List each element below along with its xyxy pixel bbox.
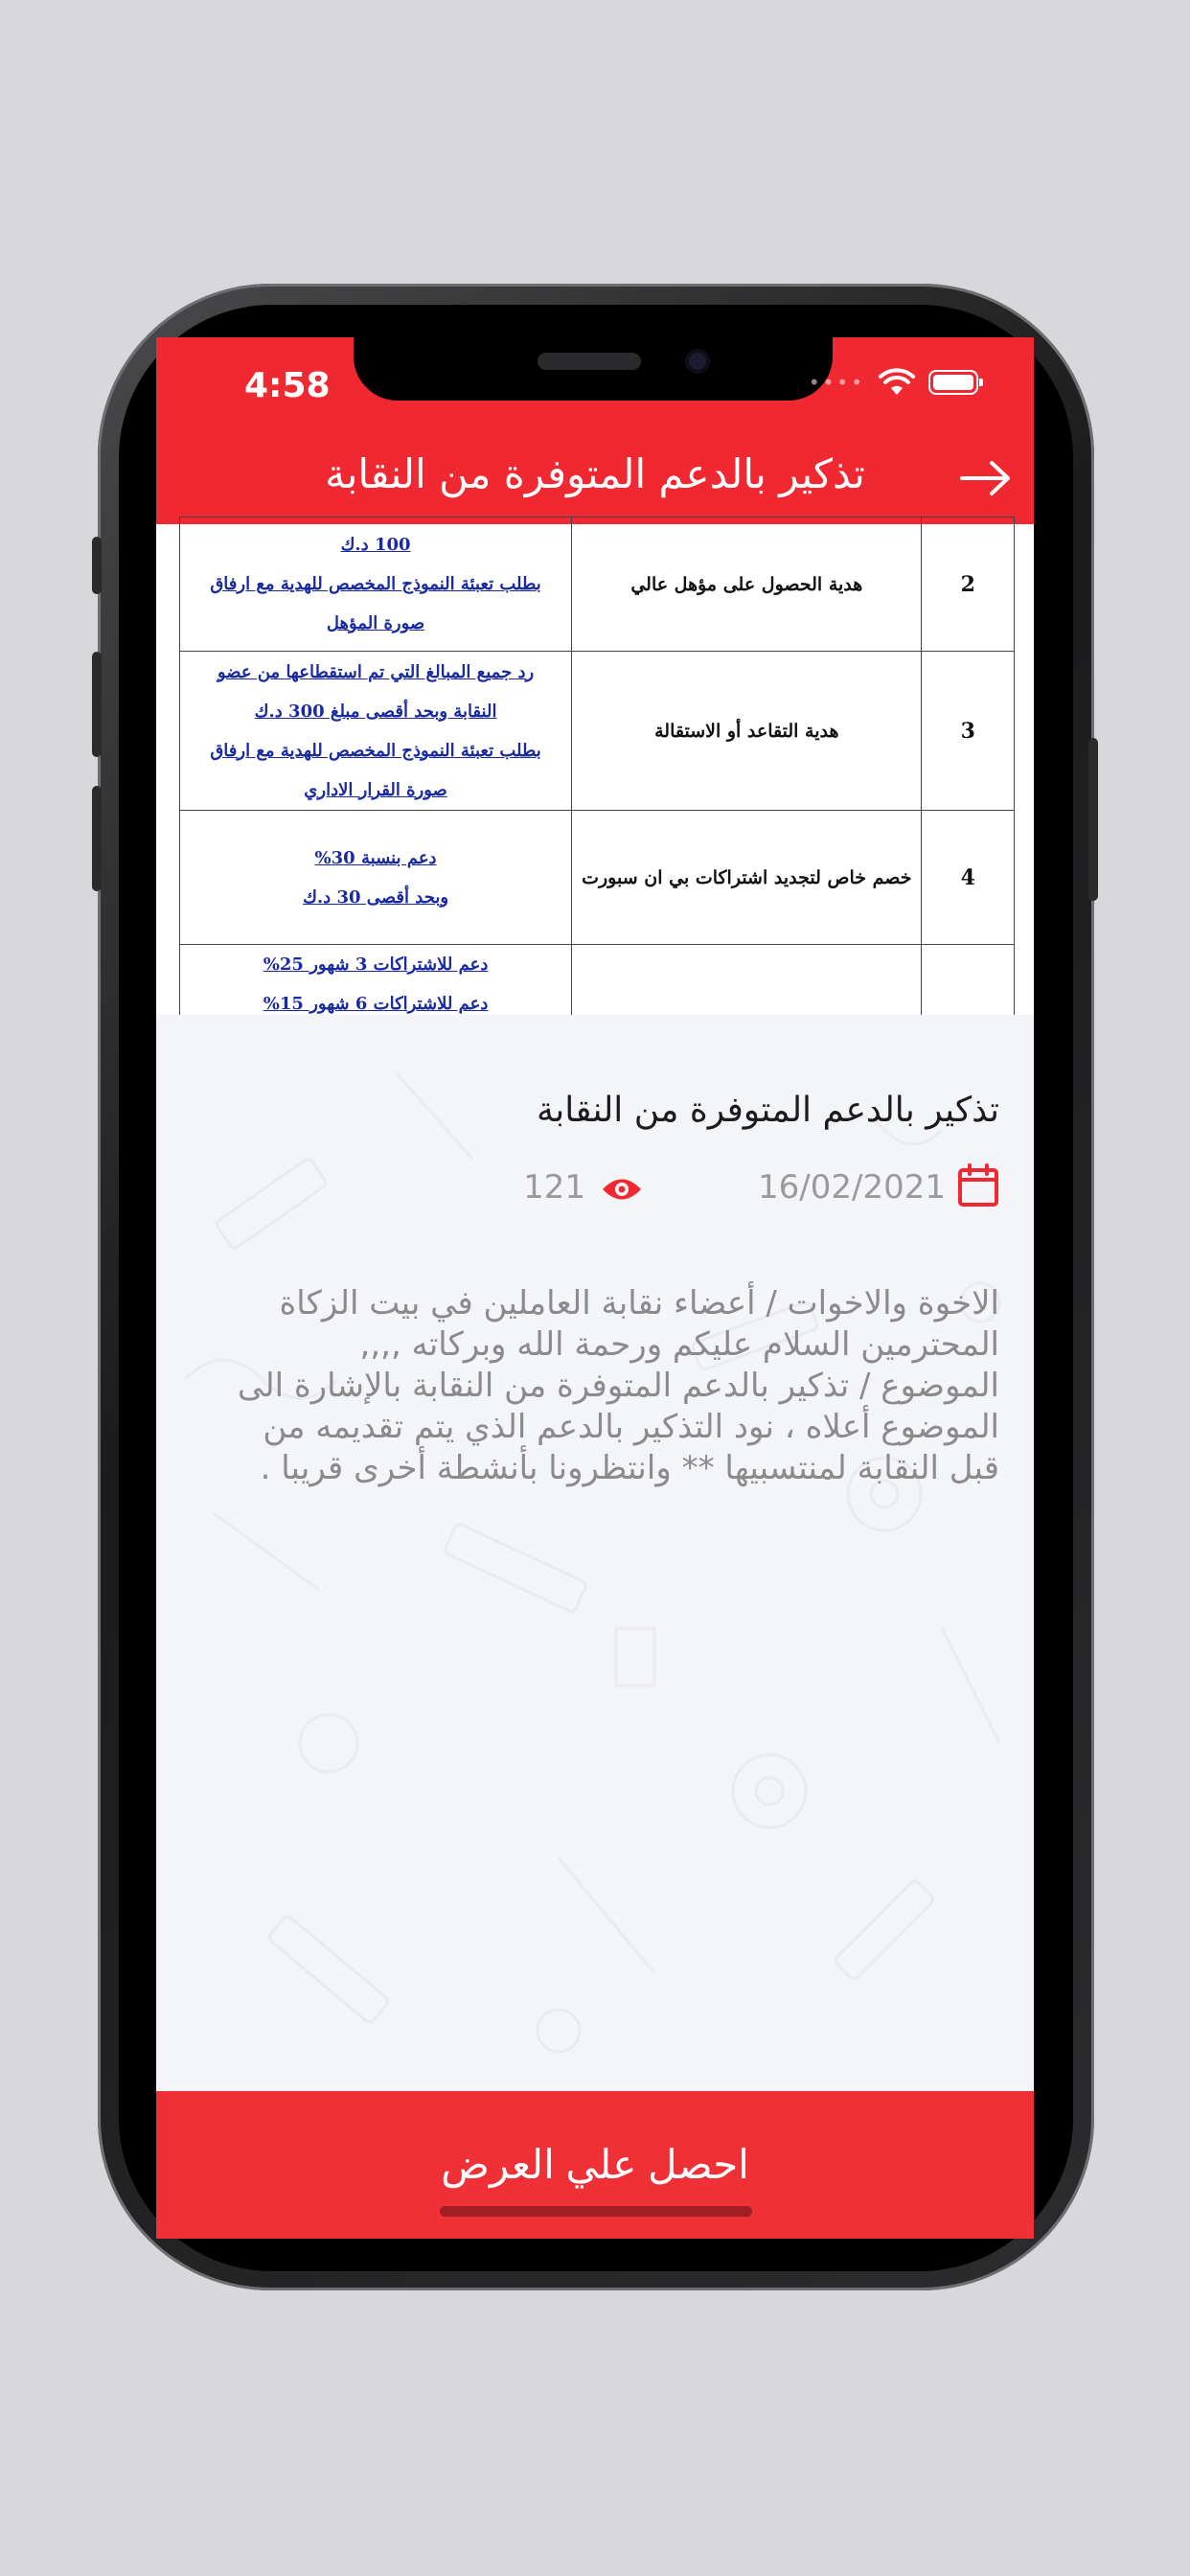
row-value bbox=[180, 811, 572, 945]
status-time: 4:58 bbox=[244, 366, 331, 405]
row-description: خصم خاص لتجديد اشتراكات بي ان سبورت bbox=[572, 811, 922, 945]
row-value-line: دعم بنسبة 30% bbox=[314, 847, 437, 868]
row-value-line: دعم للاشتراكات 6 شهور 15% bbox=[263, 994, 489, 1014]
row-value-line: بطلب تعبئة النموذج المخصص للهدية مع ارفاق bbox=[210, 574, 541, 594]
row-value-line: صورة القرار الاداري bbox=[304, 779, 447, 800]
calendar-icon bbox=[957, 1163, 999, 1208]
eye-icon bbox=[601, 1175, 643, 1204]
notch bbox=[354, 335, 833, 401]
row-value-line: النقابة وبحد أقصى مبلغ 300 د.ك bbox=[254, 701, 497, 722]
row-number: 2 bbox=[922, 518, 1015, 652]
post-body-line: الاخوة والاخوات / أعضاء نقابة العاملين في بيت الزكاة bbox=[279, 1284, 999, 1322]
post-body-line: قبل النقابة لمنتسبيها ** وانتظرونا بأنشطة أخرى قريبا . bbox=[260, 1449, 999, 1487]
row-value-line: وبحد أقصى 30 د.ك bbox=[303, 886, 449, 908]
side-button-volume-up bbox=[92, 652, 102, 757]
side-button-power bbox=[1088, 738, 1098, 901]
table-row bbox=[180, 811, 1015, 945]
row-number: 4 bbox=[922, 811, 1015, 945]
signal-dots-icon: •••• bbox=[808, 371, 865, 394]
row-value-line: بطلب تعبئة النموذج المخصص للهدية مع ارفاق bbox=[210, 740, 541, 761]
row-value bbox=[180, 518, 572, 652]
row-number: 3 bbox=[922, 652, 1015, 811]
row-value bbox=[180, 652, 572, 811]
row-description: هدية الحصول على مؤهل عالي bbox=[572, 518, 922, 652]
page-title: تذكير بالدعم المتوفرة من النقابة bbox=[325, 450, 865, 497]
arrow-right-icon[interactable] bbox=[959, 459, 1013, 497]
post-body-line: الموضوع أعلاه ، نود التذكير بالدعم الذي يتم تقديمه من bbox=[263, 1408, 999, 1446]
row-value-line: 100 د.ك bbox=[340, 535, 411, 555]
front-camera bbox=[685, 349, 710, 374]
post-body-line: الموضوع / تذكير بالدعم المتوفرة من النقابة بالإشارة الى bbox=[237, 1367, 999, 1405]
side-button-volume-down bbox=[92, 786, 102, 891]
post-image bbox=[156, 524, 1034, 1015]
view-count: 121 bbox=[523, 1168, 585, 1207]
side-button-silent bbox=[92, 537, 102, 594]
support-table bbox=[179, 517, 1015, 1079]
row-value-line: دعم للاشتراكات 3 شهور 25% bbox=[263, 954, 489, 975]
table-row bbox=[180, 518, 1015, 652]
status-icons bbox=[809, 368, 978, 397]
wifi-icon bbox=[879, 368, 915, 397]
post-content bbox=[156, 1015, 1034, 2091]
row-value-line: صورة المؤهل bbox=[326, 613, 425, 633]
app-header bbox=[156, 337, 1034, 524]
battery-icon bbox=[928, 370, 978, 395]
app-screen bbox=[156, 337, 1034, 2239]
speaker-grille bbox=[538, 353, 641, 370]
get-offer-button[interactable]: احصل علي العرض bbox=[156, 2091, 1034, 2239]
post-body bbox=[195, 1283, 999, 1489]
post-date: 16/02/2021 bbox=[758, 1168, 946, 1207]
home-indicator[interactable] bbox=[440, 2206, 752, 2217]
post-body-line: المحترمين السلام عليكم ورحمة الله وبركاته ,,,, bbox=[359, 1325, 999, 1364]
table-row bbox=[180, 652, 1015, 811]
row-value-line: رد جميع المبالغ التي تم استقطاعها من عضو bbox=[217, 661, 535, 682]
row-description: هدية التقاعد أو الاستقالة bbox=[572, 652, 922, 811]
post-title: تذكير بالدعم المتوفرة من النقابة bbox=[536, 1091, 999, 1130]
